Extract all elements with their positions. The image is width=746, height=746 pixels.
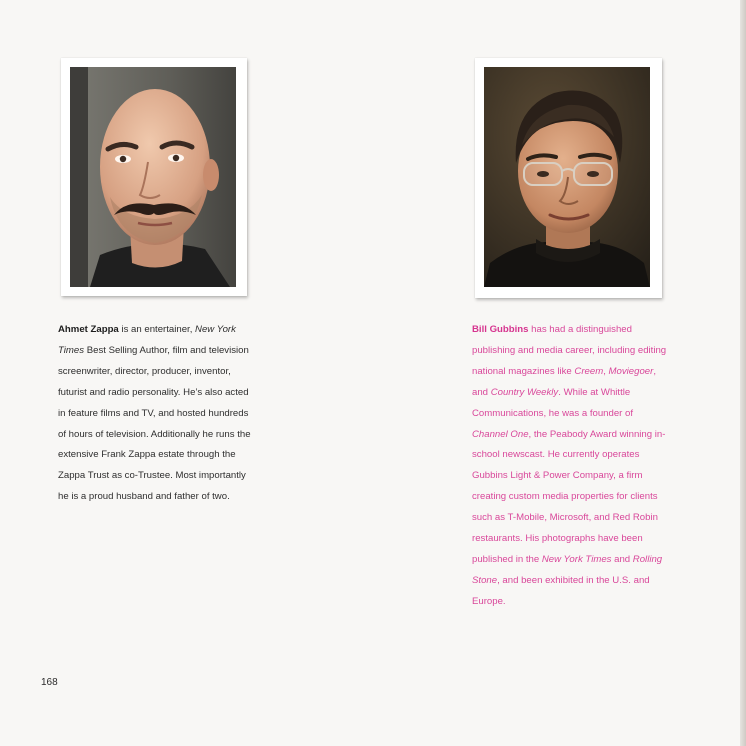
bio-italic: Rolling Stone xyxy=(472,553,663,586)
portrait-ahmet-zappa-frame xyxy=(61,58,247,296)
page-number: 168 xyxy=(41,677,58,688)
bio-text: . While at Whittle Communications, he was a founder of xyxy=(472,386,634,419)
bio-italic: New York Times xyxy=(541,553,612,565)
bio-italic: Country Weekly xyxy=(490,386,559,398)
bio-bill-gubbins xyxy=(472,320,668,613)
bio-text: Best Selling Author, film and television screenwriter, director, producer, inventor, futurist and radio personality. He’s also acted in feature films and TV, and hosted hundreds of hours of television. Additionally he runs the extensive Frank Zappa estate through the Zappa Trust as co-Trustee. Most importantly he is a proud husband and father of two. xyxy=(58,344,251,503)
portrait-ahmet-zappa xyxy=(70,67,236,287)
bio-text: , and been exhibited in the U.S. and Europe. xyxy=(472,574,650,607)
bio-text: has had a distinguished publishing and media career, including editing national magazines like xyxy=(472,324,667,377)
bio-text: and xyxy=(611,553,633,565)
bio-italic: Moviegoer xyxy=(608,365,654,377)
bio-italic: Creem xyxy=(574,365,604,377)
portrait-bill-gubbins xyxy=(484,67,650,287)
bio-name: Bill Gubbins xyxy=(472,324,529,335)
page-edge xyxy=(740,0,746,746)
bio-text: , the Peabody Award winning in-school newscast. He currently operates Gubbins Light & Power Company, a firm creating custom media properties for clients such as T-Mobile, Microsoft, and Red Robin restaurants. His photographs have been published in the xyxy=(472,428,666,565)
bio-text: , xyxy=(603,365,609,377)
bio-text: , and xyxy=(472,365,657,398)
bio-name: Ahmet Zappa xyxy=(58,324,119,335)
bio-italic: Channel One xyxy=(472,428,529,440)
bio-text: is an entertainer, xyxy=(118,324,196,335)
portrait-bill-gubbins-frame xyxy=(475,58,662,298)
bio-italic: New York Times xyxy=(58,324,236,356)
portrait-ahmet-zappa-image xyxy=(70,67,236,287)
bio-ahmet-zappa xyxy=(58,320,258,508)
portrait-bill-gubbins-image xyxy=(484,67,650,287)
